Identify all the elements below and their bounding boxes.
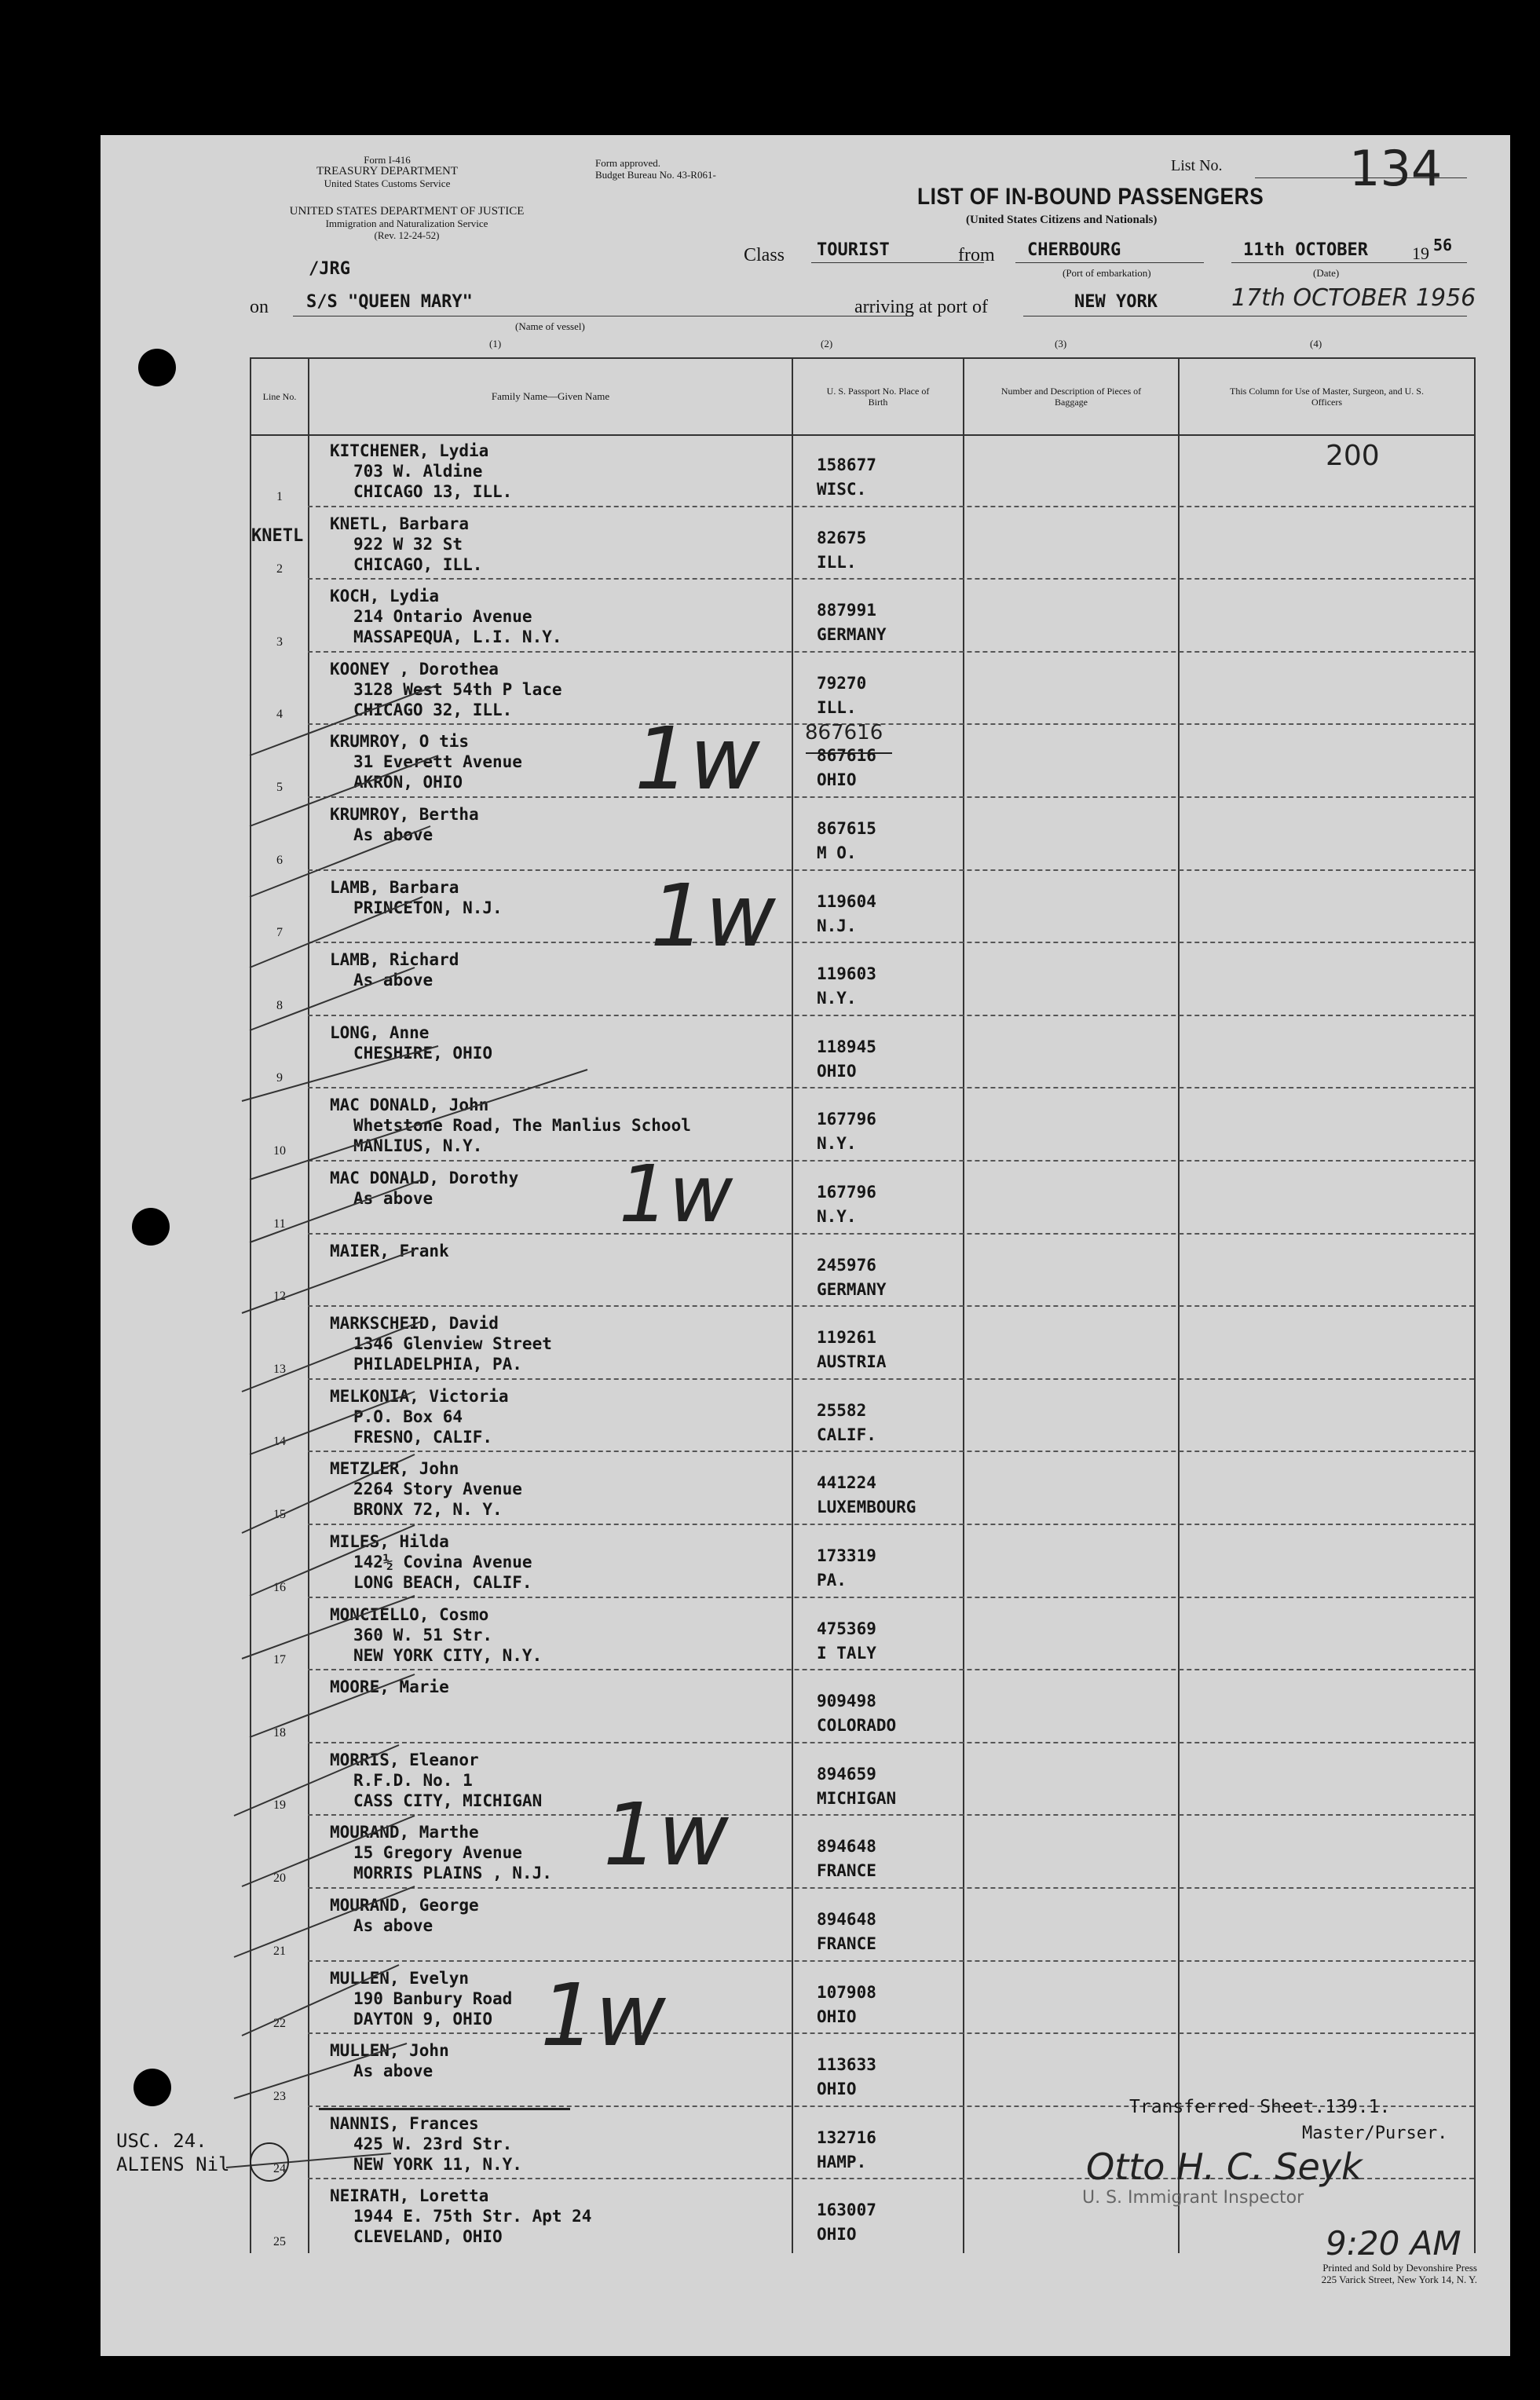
place-of-birth: ILL. — [817, 552, 857, 572]
passenger-address-1: 214 Ontario Avenue — [353, 607, 532, 627]
row-line-number: 19 — [273, 1798, 286, 1813]
margin-code: USC. 24. — [116, 2130, 207, 2152]
passenger-address-2: AKRON, OHIO — [353, 773, 463, 792]
arriving-label: arriving at port of — [854, 297, 988, 317]
vessel-caption: (Name of vessel) — [515, 320, 585, 332]
passenger-address-1: 142½ Covina Avenue — [353, 1553, 532, 1571]
passport-number: 107908 — [817, 1982, 876, 2002]
passenger-address-1: As above — [353, 2062, 433, 2081]
row-line-number: 24 — [273, 2162, 286, 2176]
row-line-number: 4 — [276, 708, 283, 722]
row-line-number: 13 — [273, 1362, 286, 1376]
passenger-name: MORRIS, Eleanor — [330, 1750, 479, 1769]
passenger-address-1: P.O. Box 64 — [353, 1407, 463, 1426]
approval-block — [595, 157, 716, 181]
row-line-number: 11 — [273, 1216, 286, 1231]
passport-block — [817, 1035, 876, 1084]
header-officers: This Column for Use of Master, Surgeon, and U. S. Officers — [1230, 386, 1424, 408]
col-num-1: (1) — [489, 338, 502, 349]
passport-number: 79270 — [817, 673, 867, 693]
passport-block — [817, 962, 876, 1011]
manifest-sheet — [101, 135, 1510, 2356]
passport-number: 25582 — [817, 1400, 867, 1420]
arrival-date-handwritten: 17th OCTOBER 1956 — [1231, 284, 1476, 312]
place-of-birth: MICHIGAN — [817, 1788, 897, 1808]
binder-hole-middle — [132, 1208, 170, 1246]
passenger-address-2: MORRIS PLAINS , N.J. — [353, 1864, 552, 1883]
passenger-address-1: As above — [353, 1916, 433, 1935]
passenger-address-1: 190 Banbury Road — [353, 1988, 513, 2008]
header-line-no: Line No. — [262, 391, 297, 402]
passenger-address-1: 31 Everett Avenue — [353, 752, 522, 772]
passport-block — [817, 671, 866, 720]
place-of-birth: CALIF. — [817, 1425, 876, 1444]
passport-block — [817, 1981, 876, 2029]
passenger-address-1: 15 Gregory Avenue — [353, 1843, 522, 1863]
row-line-number: 9 — [276, 1071, 283, 1085]
treasury-dept: TREASURY DEPARTMENT — [316, 165, 459, 177]
passport-number: 475369 — [817, 1619, 876, 1638]
passport-number: 867615 — [817, 819, 876, 838]
passenger-name: MONCIELLO, Cosmo — [330, 1604, 489, 1624]
port-embarkation: CHERBOURG — [1027, 240, 1121, 260]
passport-block — [817, 598, 887, 647]
passenger-address-2: MASSAPEQUA, L.I. N.Y. — [353, 627, 562, 647]
circled-line-24 — [250, 2142, 289, 2182]
row-line-number: 14 — [273, 1435, 286, 1449]
row-line-number: 21 — [273, 1944, 286, 1958]
row-line-number: 18 — [273, 1725, 286, 1740]
passport-number: 113633 — [817, 2055, 876, 2075]
hand-mark-1: 1w — [635, 708, 760, 809]
place-of-birth: HAMP. — [817, 2152, 867, 2171]
passenger-address-1: 360 W. 51 Str. — [353, 1625, 493, 1645]
hand-mark-2: 1w — [650, 865, 776, 966]
vessel-name: S/S "QUEEN MARY" — [306, 292, 473, 312]
customs-service: United States Customs Service — [324, 177, 451, 189]
passenger-name: MAC DONALD, John — [330, 1096, 489, 1115]
row-line-number: 5 — [276, 780, 283, 794]
margin-aliens: ALIENS Nil — [116, 2153, 230, 2175]
table-row — [251, 434, 1474, 507]
passenger-name: KOONEY , Dorothea — [330, 659, 499, 679]
passport-block — [817, 1399, 876, 1447]
passenger-name: MULLEN, Evelyn — [330, 1968, 470, 1988]
row-line-number: 7 — [276, 926, 283, 940]
place-of-birth: OHIO — [817, 1061, 857, 1081]
passenger-address-1: 2264 Story Avenue — [353, 1480, 522, 1499]
place-of-birth: LUXEMBOURG — [817, 1498, 916, 1517]
passenger-address-1: 922 W 32 St — [353, 534, 463, 554]
hand-mark-4: 1w — [603, 1784, 729, 1885]
on-label: on — [250, 297, 269, 317]
passport-block — [817, 2198, 876, 2247]
place-of-birth: AUSTRIA — [817, 1352, 887, 1372]
header-baggage: Number and Description of Pieces of Baggage — [1000, 386, 1142, 408]
passenger-address-2: NEW YORK CITY, N.Y. — [353, 1645, 543, 1665]
passport-block — [817, 1544, 876, 1593]
passenger-address-1: 703 W. Aldine — [353, 462, 483, 481]
passport-number: 163007 — [817, 2201, 876, 2220]
passport-number: 132716 — [817, 2127, 876, 2147]
year-prefix: 19 — [1412, 243, 1429, 263]
passenger-address-1: 3128 West 54th P lace — [353, 679, 562, 699]
row-line-number: 16 — [273, 1580, 286, 1594]
header-family-name: Family Name—Given Name — [491, 390, 610, 402]
place-of-birth: GERMANY — [817, 1279, 887, 1299]
place-of-birth: N.Y. — [817, 989, 857, 1008]
passport-block — [817, 1180, 876, 1229]
passenger-address-2: CHICAGO 32, ILL. — [353, 700, 513, 719]
place-of-birth: I TALY — [817, 1643, 876, 1663]
justice-dept: UNITED STATES DEPARTMENT OF JUSTICE — [289, 205, 525, 218]
clerk-initials: /JRG — [309, 259, 350, 279]
passport-block — [817, 526, 866, 575]
passport-block — [817, 453, 876, 502]
passenger-name: MOURAND, George — [330, 1896, 479, 1915]
place-of-birth: GERMANY — [817, 625, 887, 645]
passport-number: 867616 — [817, 746, 876, 766]
row-line-number: 2 — [276, 562, 283, 576]
form-subtitle: (United States Citizens and Nationals) — [966, 214, 1158, 226]
col-num-3: (3) — [1055, 338, 1067, 349]
row-line-number: 6 — [276, 853, 283, 867]
place-of-birth: FRANCE — [817, 1934, 876, 1953]
passenger-name: KOCH, Lydia — [330, 587, 440, 606]
row-line-number: 8 — [276, 998, 283, 1012]
place-of-birth: OHIO — [817, 770, 857, 790]
list-no-handwritten: 134 — [1349, 140, 1443, 197]
place-of-birth: FRANCE — [817, 1861, 876, 1881]
passenger-address-2: CHICAGO 13, ILL. — [353, 482, 513, 501]
row-line-number: 3 — [276, 635, 283, 649]
passenger-name: LAMB, Richard — [330, 950, 459, 970]
list-no-label: List No. — [1171, 157, 1223, 174]
inspector-stamp: U. S. Immigrant Inspector — [1082, 2188, 1304, 2208]
col-num-4: (4) — [1310, 338, 1322, 349]
passenger-address-2: BRONX 72, N. Y. — [353, 1500, 503, 1520]
passenger-address-2: LONG BEACH, CALIF. — [353, 1573, 532, 1592]
knetl-margin-note: KNETL — [251, 526, 304, 546]
row-line-number: 20 — [273, 1871, 286, 1885]
row-line-number: 25 — [273, 2234, 286, 2248]
purser-label: Master/Purser. — [1302, 2124, 1448, 2143]
passport-block — [817, 2053, 876, 2102]
passport-number: 119604 — [817, 891, 876, 911]
passenger-name-block — [330, 514, 482, 575]
passport-block — [817, 1107, 876, 1156]
printer-block — [1194, 2262, 1477, 2285]
passport-block — [817, 1908, 876, 1956]
place-of-birth: ILL. — [817, 697, 857, 717]
passport-block — [817, 1326, 887, 1374]
passport-block — [817, 1762, 896, 1811]
passenger-name: METZLER, John — [330, 1459, 459, 1479]
departure-date: 11th OCTOBER — [1243, 240, 1368, 260]
passport-number: 167796 — [817, 1110, 876, 1129]
place-of-birth: COLORADO — [817, 1716, 897, 1736]
place-of-birth: N.J. — [817, 916, 857, 935]
passenger-name: MULLEN, John — [330, 2041, 449, 2061]
passenger-name: LONG, Anne — [330, 1023, 430, 1042]
passenger-name: MELKONIA, Victoria — [330, 1386, 509, 1406]
form-number: Form I-416 — [364, 154, 411, 166]
passport-number: 119603 — [817, 964, 876, 984]
row-line-number: 15 — [273, 1507, 286, 1521]
place-of-birth: N.Y. — [817, 1134, 857, 1154]
passenger-address-2: DAYTON 9, OHIO — [353, 2009, 493, 2029]
passport-correction: 867616 — [805, 721, 883, 745]
passenger-name: KRUMROY, O tis — [330, 732, 470, 752]
passenger-address-2: FRESNO, CALIF. — [353, 1427, 493, 1447]
passport-block — [817, 1471, 916, 1520]
port-embark-caption: (Port of embarkation) — [1063, 267, 1151, 279]
passenger-name: LAMB, Barbara — [330, 877, 459, 897]
transferred-note: Transferred Sheet.139.1. — [1129, 2097, 1391, 2117]
checkmark-strokes — [179, 638, 823, 2224]
row-line-number: 1 — [276, 489, 283, 503]
form-title: LIST OF IN-BOUND PASSENGERS — [917, 184, 1264, 210]
place-of-birth: OHIO — [817, 2225, 857, 2245]
passport-number: 118945 — [817, 1037, 876, 1056]
passport-number: 887991 — [817, 601, 876, 620]
passenger-address-1: R.F.D. No. 1 — [353, 1770, 473, 1790]
passenger-name: KRUMROY, Bertha — [330, 805, 479, 824]
passenger-address-1: 1346 Glenview Street — [353, 1334, 552, 1354]
row-line-number: 17 — [273, 1653, 286, 1667]
row-line-number: 12 — [273, 1290, 286, 1304]
hand-mark-5: 1w — [540, 1965, 666, 2065]
passport-number: 894659 — [817, 1764, 876, 1784]
passport-block — [817, 1617, 876, 1666]
form-id-block — [297, 154, 477, 189]
passenger-address-2: MANLIUS, N.Y. — [353, 1136, 483, 1156]
passenger-address-1: As above — [353, 1189, 433, 1208]
passenger-address-2: CHICAGO, ILL. — [353, 554, 483, 574]
passport-block — [817, 1689, 896, 1738]
passenger-name: KNETL, Barbara — [330, 514, 470, 533]
place-of-birth: M O. — [817, 843, 857, 862]
passenger-name: KITCHENER, Lydia — [330, 441, 489, 460]
year-suffix: 56 — [1433, 236, 1453, 254]
place-of-birth: PA. — [817, 1571, 847, 1590]
date-caption: (Date) — [1313, 267, 1340, 279]
binder-hole-top — [138, 349, 176, 386]
passport-number: 894648 — [817, 1910, 876, 1929]
revision: (Rev. 12-24-52) — [374, 229, 440, 241]
passenger-name: NANNIS, Frances — [330, 2113, 479, 2133]
passenger-address-2: PHILADELPHIA, PA. — [353, 1355, 522, 1374]
passport-block — [817, 744, 876, 792]
passenger-address-2: CASS CITY, MICHIGAN — [353, 1791, 543, 1810]
passenger-name-block — [330, 441, 512, 502]
passenger-name: MOORE, Marie — [330, 1677, 449, 1697]
passport-number: 158677 — [817, 455, 876, 474]
passenger-address-1: 1944 E. 75th Str. Apt 24 — [353, 2207, 592, 2226]
passenger-address-1: As above — [353, 825, 433, 844]
passport-number: 167796 — [817, 1183, 876, 1202]
passport-number: 909498 — [817, 1692, 876, 1711]
arrival-port: NEW YORK — [1074, 292, 1158, 312]
row-line-number: 22 — [273, 2017, 286, 2031]
budget-bureau: Budget Bureau No. 43-R061- — [595, 169, 716, 181]
ins-service: Immigration and Naturalization Service — [325, 218, 488, 229]
class-label: Class — [744, 245, 785, 265]
passenger-name: MILES, Hilda — [330, 1532, 449, 1551]
passport-block — [817, 890, 876, 938]
passenger-address-1: PRINCETON, N.J. — [353, 898, 503, 917]
passport-number: 119261 — [817, 1328, 876, 1348]
place-of-birth: OHIO — [817, 2007, 857, 2026]
passenger-address-1: 425 W. 23rd Str. — [353, 2134, 513, 2153]
row-line-number: 10 — [273, 1143, 286, 1158]
row-line-number: 23 — [273, 2089, 286, 2103]
passport-block — [817, 817, 876, 865]
passenger-name: MAC DONALD, Dorothy — [330, 1169, 519, 1187]
binder-hole-bottom — [134, 2069, 171, 2106]
justice-block — [250, 206, 564, 241]
passport-number: 894648 — [817, 1837, 876, 1857]
table-row — [251, 507, 1474, 580]
passenger-address-1: As above — [353, 971, 433, 990]
passenger-address-1: CHESHIRE, OHIO — [353, 1043, 493, 1063]
form-approved: Form approved. — [595, 157, 661, 169]
passenger-address-2: CLEVELAND, OHIO — [353, 2227, 503, 2247]
passenger-name: MAIER, Frank — [330, 1241, 449, 1260]
passport-number: 441224 — [817, 1473, 876, 1493]
passport-block — [817, 1253, 887, 1302]
passenger-name: MOURAND, Marthe — [330, 1823, 479, 1842]
place-of-birth: N.Y. — [817, 1207, 857, 1226]
arrival-time-handwritten: 9:20 AM — [1326, 2224, 1461, 2263]
passport-block — [817, 1835, 876, 1883]
passport-block — [817, 2126, 876, 2175]
passenger-name: MARKSCHEID, David — [330, 1314, 499, 1334]
passenger-name: NEIRATH, Loretta — [330, 2186, 489, 2206]
passenger-address-1: Whetstone Road, The Manlius School — [353, 1116, 691, 1136]
printer-address: 225 Varick Street, New York 14, N. Y. — [1321, 2274, 1477, 2285]
hand-mark-3: 1w — [619, 1148, 733, 1240]
passenger-address-2: NEW YORK 11, N.Y. — [353, 2154, 522, 2174]
col-num-2: (2) — [821, 338, 833, 349]
officer-count: 200 — [1326, 440, 1380, 472]
passport-number: 173319 — [817, 1546, 876, 1565]
place-of-birth: OHIO — [817, 2080, 857, 2099]
inspector-signature: Otto H. C. Seyk — [1086, 2146, 1363, 2188]
from-label: from — [958, 245, 995, 265]
header-passport: U. S. Passport No. Place of Birth — [826, 386, 930, 408]
passport-number: 82675 — [817, 528, 867, 547]
printer-name: Printed and Sold by Devonshire Press — [1322, 2262, 1477, 2274]
place-of-birth: WISC. — [817, 480, 867, 499]
passport-number: 245976 — [817, 1255, 876, 1275]
class-value: TOURIST — [817, 240, 890, 260]
